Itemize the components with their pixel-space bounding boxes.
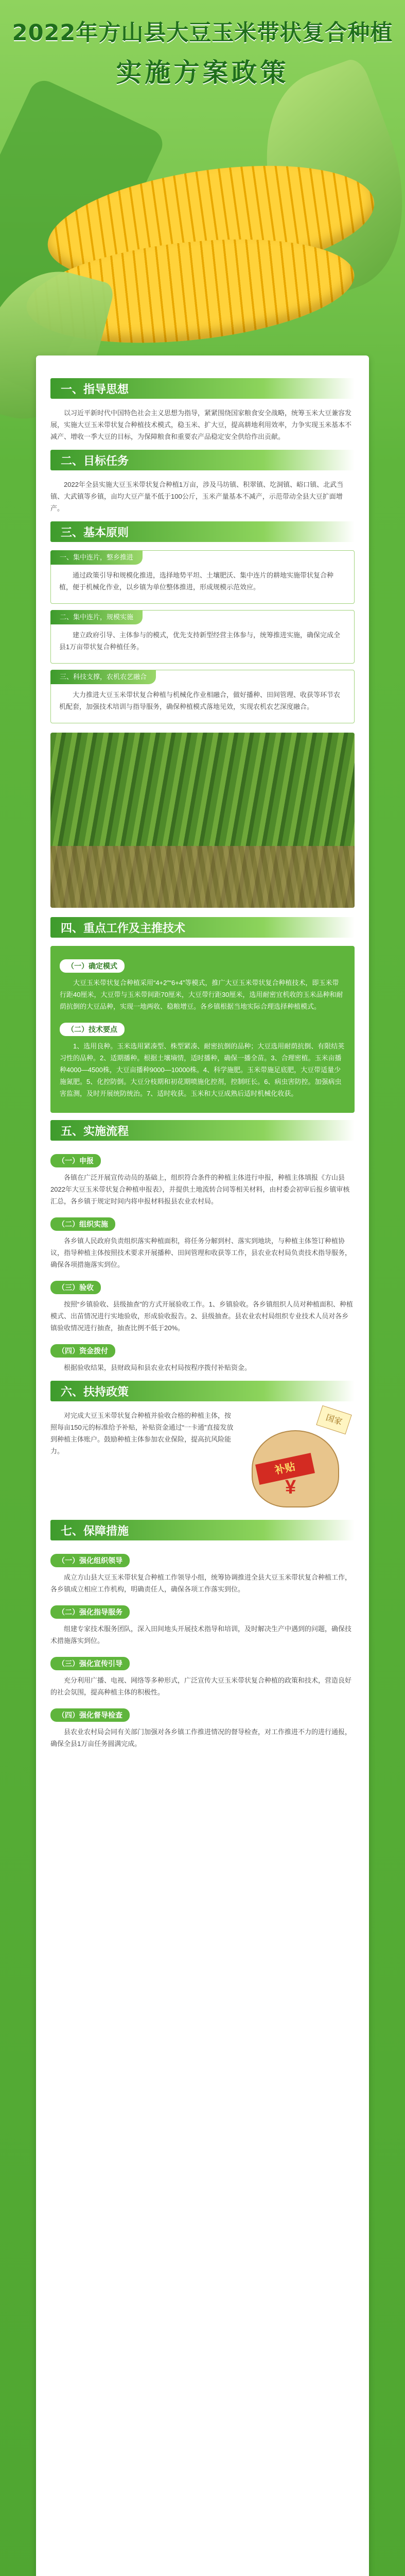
nation-flag: 国家 [316,1405,351,1435]
principle-tag: 二、集中连片，规模实施 [50,610,143,624]
sub-text: 各镇在广泛开展宣传动员的基础上，组织符合条件的种植主体进行申报，种植主体填报《方山县2022年大豆玉米带状复合种植申报表》，并提供土地流转合同等相关材料，由村委会初审后报乡镇审核汇总，各乡镇于规定时间内将申报材料报县农业农村局。 [50,1174,350,1205]
principle-text: 建立政府引导、主体参与的模式，优先支持新型经营主体参与，统筹推进实施，确保完成全县1万亩带状复合种植任务。 [59,631,341,651]
sub-heading: （二）强化指导服务 [50,1605,130,1619]
principle-tag: 一、集中连片，整乡推进 [50,550,143,565]
tech-box [50,946,355,1113]
sub-heading: （三）强化宣传引导 [50,1657,130,1670]
section-heading: 一、指导思想 [50,378,355,399]
section-heading: 六、扶持政策 [50,1381,355,1401]
principle-text: 大力推进大豆玉米带状复合种植与机械化作业相融合，做好播种、田间管理、收获等环节农机配套，加强技术培训与指导服务，确保种植模式落地见效，实现农机农艺深度融合。 [59,691,341,710]
principle-text: 通过政策引导和规模化推进，选择地势平坦、土壤肥沃、集中连片的耕地实施带状复合种植，便于机械化作业，以乡镇为单位整体推进，形成规模示范效应。 [59,571,334,591]
sub-heading: （三）验收 [50,1281,101,1294]
sub-text: 充分利用广播、电视、网络等多种形式，广泛宣传大豆玉米带状复合种植的政策和技术，营造良好的社会氛围，提高种植主体的积极性。 [50,1676,352,1696]
sub-text: 大豆玉米带状复合种植采用“4+2”“6+4”等模式，推广大豆玉米带状复合种植技术，即玉米带行距40厘米，大豆带与玉米带间距70厘米，大豆带行距30厘米，选用耐密宜机收的玉米品种和耐荫抗倒的大豆品种，实现一地两收、稳粮增豆。各乡镇根据当地实际合理选择种植模式。 [60,979,343,1010]
title-line2: 实施方案政策 [116,58,289,88]
sub-text: 按照“乡镇验收、县级抽查”的方式开展验收工作。1、乡镇验收。各乡镇组织人员对种植面积、种植模式、出苗情况进行实地验收，形成验收报告。2、县级抽查。县农业农村局组织专业技术人员对各乡镇验收情况进行抽查，抽查比例不低于20%。 [50,1300,353,1332]
section-heading: 五、实施流程 [50,1120,355,1141]
sub-heading: （一）确定模式 [60,959,125,973]
sub-heading: （四）强化督导检查 [50,1708,130,1722]
section-heading: 三、基本原则 [50,521,355,542]
subsidy-sign: 补贴 [255,1453,315,1485]
sub-heading: （二）组织实施 [50,1217,115,1231]
sub-heading: （二）技术要点 [60,1023,125,1036]
section-heading: 二、目标任务 [50,450,355,470]
section-heading: 四、重点工作及主推技术 [50,917,355,938]
page-title [0,15,405,89]
principle-box [50,610,355,664]
field-photo [50,733,355,908]
principle-tag: 三、科技支撑，农机农艺融合 [50,670,156,684]
sub-heading: （四）资金拨付 [50,1344,115,1358]
money-bag-illustration [241,1410,349,1507]
section-text: 2022年全县实施大豆玉米带状复合种植1万亩，涉及马坊镇、积翠镇、圪洞镇、峪口镇、北武当镇、大武镇等乡镇，亩均大豆产量不低于100公斤，玉米产量基本不减产，示范带动全县大豆扩面增产。 [50,481,344,512]
yuan-icon: ¥ [285,1477,296,1498]
sub-text: 各乡镇人民政府负责组织落实种植面积，将任务分解到村、落实到地块，与种植主体签订种植协议，指导种植主体按照技术要求开展播种、田间管理和收获等工作，县农业农村局负责技术指导服务，确保各项措施落实到位。 [50,1237,352,1268]
section-text: 对完成大豆玉米带状复合种植并验收合格的种植主体，按照每亩150元的标准给予补贴，补贴资金通过“一卡通”直接发放到种植主体账户。鼓励种植主体参加农业保险，提高抗风险能力。 [50,1412,234,1455]
policy-block [50,1410,355,1513]
sub-heading: （一）申报 [50,1154,101,1167]
sub-text: 1、选用良种。玉米选用紧凑型、株型紧凑、耐密抗倒的品种；大豆选用耐荫抗倒、有限结荚习性的品种。2、适期播种。根据土壤墒情，适时播种，确保一播全苗。3、合理密植。玉米亩播种4000—4500株，大豆亩播种9000—10000株。4、科学施肥。玉米带施足底肥，大豆带适量少施氮肥。5、化控防倒。大豆分枝期和初花期喷施化控剂，控制旺长。6、病虫害防控。加强病虫害监测，及时开展统防统治。7、适时收获。玉米和大豆成熟后适时机械化收获。 [60,1042,345,1097]
sub-text: 组建专家技术服务团队，深入田间地头开展技术指导和培训，及时解决生产中遇到的问题，确保技术措施落实到位。 [50,1625,352,1645]
sub-heading: （一）强化组织领导 [50,1554,130,1567]
sub-text: 县农业农村局会同有关部门加强对各乡镇工作推进情况的督导检查，对工作推进不力的进行通报，确保全县1万亩任务圆满完成。 [50,1728,352,1748]
principle-box [50,550,355,604]
sub-text: 根据验收结果，县财政局和县农业农村局按程序拨付补贴资金。 [64,1364,252,1371]
sub-text: 成立方山县大豆玉米带状复合种植工作领导小组，统筹协调推进全县大豆玉米带状复合种植工作，各乡镇成立相应工作机构，明确责任人，确保各项工作落实到位。 [50,1573,352,1593]
section-heading: 七、保障措施 [50,1520,355,1540]
content-panel [36,355,369,2576]
principle-box [50,670,355,723]
title-line1: 2022年方山县大豆玉米带状复合种植 [12,20,393,46]
section-text: 以习近平新时代中国特色社会主义思想为指导，紧紧围绕国家粮食安全战略，统筹玉米大豆兼容发展，实施大豆玉米带状复合种植技术模式，稳玉米、扩大豆，提高耕地利用效率，力争实现玉米基本不减产、增收一季大豆的目标，为保障粮食和重要农产品稳定安全供给作出贡献。 [50,409,352,440]
